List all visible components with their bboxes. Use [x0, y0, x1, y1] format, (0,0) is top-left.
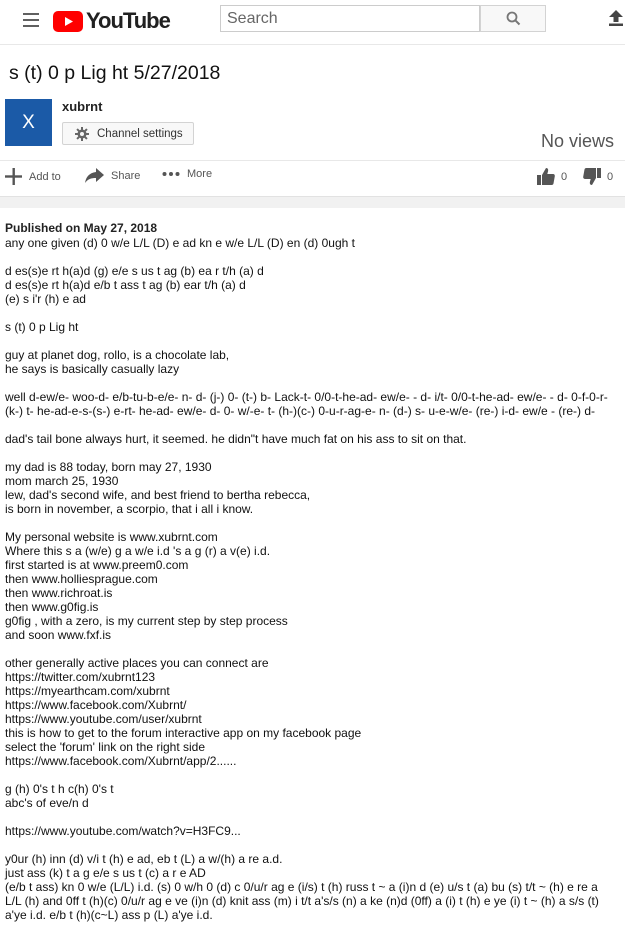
section-divider	[0, 196, 625, 208]
share-icon	[85, 168, 104, 184]
share-button[interactable]	[85, 168, 140, 184]
search-button[interactable]	[480, 5, 546, 32]
logo-text: YouTube	[86, 8, 170, 33]
channel-settings-label: Channel settings	[97, 127, 183, 140]
channel-settings-button[interactable]	[62, 122, 194, 145]
add-icon	[5, 168, 22, 185]
thumbs-up-icon	[537, 168, 555, 185]
dislike-button[interactable]	[583, 168, 613, 185]
publish-date: Published on May 27, 2018	[5, 221, 158, 235]
avatar[interactable]	[5, 99, 52, 146]
more-label: More	[187, 168, 213, 180]
search-input[interactable]	[221, 6, 479, 31]
like-button[interactable]	[537, 168, 567, 185]
more-icon	[162, 171, 180, 177]
thumbs-down-icon	[583, 168, 601, 185]
channel-name[interactable]: xubrnt	[62, 99, 103, 114]
dislike-count: 0	[607, 170, 614, 183]
action-bar	[0, 160, 625, 197]
youtube-logo[interactable]	[53, 8, 170, 34]
more-button[interactable]	[162, 168, 212, 180]
upload-icon[interactable]	[609, 10, 623, 26]
menu-icon[interactable]	[23, 13, 39, 27]
video-title: s (t) 0 p Lig ht 5/27/2018	[9, 62, 221, 84]
like-count: 0	[561, 170, 568, 183]
gear-icon	[75, 127, 89, 141]
search-box	[220, 5, 480, 32]
add-to-button[interactable]	[5, 168, 61, 185]
youtube-logo-icon	[53, 11, 83, 32]
avatar-letter: X	[22, 111, 35, 133]
add-to-label: Add to	[29, 170, 61, 183]
masthead	[0, 0, 625, 45]
share-label: Share	[111, 170, 141, 182]
search-icon	[506, 11, 521, 26]
view-count: No views	[540, 131, 614, 151]
video-description: any one given (d) 0 w/e L/L (D) e ad kn e w/e L/L (D) en (d) 0ugh t d es(s)e rt h(a)d (g) e/e s us t ag (b) ea r t/h (a) d d es(s)e rt h(a)d e/b t ass t ag (b) ear t/h (a) d (e) s i'r (h) e ad s (t) 0 p Lig ht guy at planet dog, rollo, is a chocolate lab, he says is basically casually lazy well d-ew/e- woo-d- e/b-tu-b-e/e- n- d- (j-) 0- (t-) b- Lack-t- 0/0-t-he-ad- ew/e- - d- i/t- 0/0-t-he-ad- ew/e- - d- 0-f-0-r-(k-) t- he-ad-e-s-(s-) e-rt- he-ad- ew/e- d- 0- w/-e- t- (h-)(c-) 0-u-r-ag-e- n- (d-) s- u-e-w/e- (re-) i-d- ew/e - (re-) d- dad's tail bone always hurt, it seemed. he didn"t have much fat on his ass to sit on that. my dad is 88 today, born may 27, 1930 mom march 25, 1930 lew, dad's second wife, and best friend to bertha rebecca, is born in november, a scorpio, that i all i know. My personal website is www.xubrnt.com Where this s a (w/e) g a w/e i.d 's a g (r) a v(e) i.d. first started is at www.preem0.com then www.holliesprague.com then www.richroat.is then www.g0fig.is g0fig , with a zero, is my current step by step process and soon www.fxf.is other generally active places you can connect are https://twitter.com/xubrnt123 https://myearthcam.com/xubrnt https://www.facebook.com/Xubrnt/ https://www.youtube.com/user/xubrnt this is how to get to the forum interactive app on my facebook page select the 'forum' link on the right side https://www.facebook.com/Xubrnt/app/2...... g (h) 0's t h c(h) 0's t abc's of eve/n d https://www.youtube.com/watch?v=H3FC9... y0ur (h) inn (d) v/i t (h) e ad, eb t (L) a w/(h) a re a.d. just ass (k) t a g e/e s us t (c) a r e AD (e/b t ass) kn 0 w/e (L/L) i.d. (s) 0 w/h 0 (d) c 0/u/r ag e (i/s) t (h) russ t ~ a (i)n d (e) u/s t (a) bu (s) t/t ~ (h) e re a L/L (h) and 0ff t (h)(c) 0/u/r ag e ve (i)n (d) knit ass (m) i t/t a's/s (n) a ke (n)d (0ff) a (i) t (h) e ye (i) t ~ (h) a s/s (t) a'ye i.d. e/b t (h)(c~L) ass p (L) a'ye i.d.	[5, 236, 608, 922]
